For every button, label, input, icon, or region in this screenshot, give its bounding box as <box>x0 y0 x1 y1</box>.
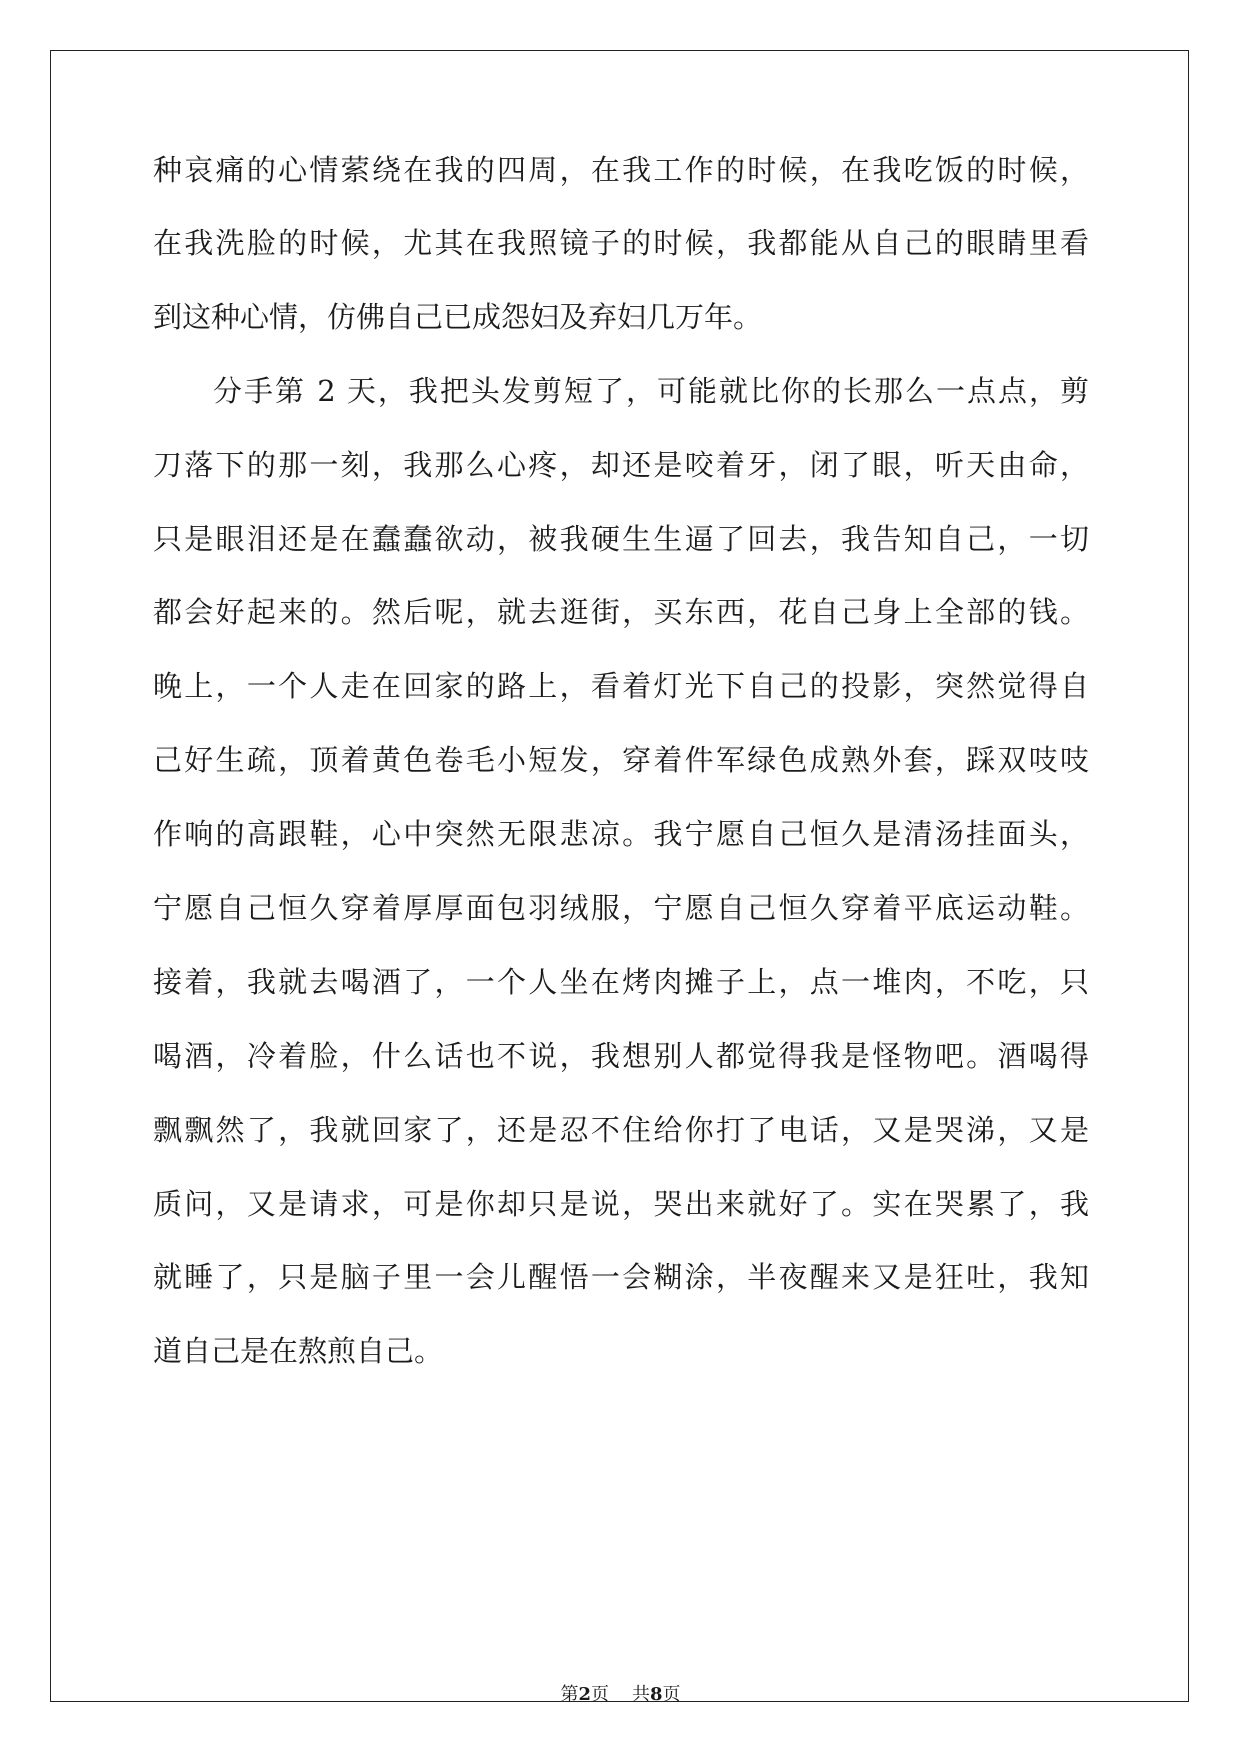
text-line: 飘飘然了，我就回家了，还是忍不住给你打了电话，又是哭涕，又是 <box>153 1113 1089 1147</box>
paragraph-start-line: 分手第 2 天，我把头发剪短了，可能就比你的长那么一点点，剪 <box>213 374 1089 408</box>
page-footer <box>0 1680 1241 1706</box>
text-line: 质问，又是请求，可是你却只是说，哭出来就好了。实在哭累了，我 <box>153 1187 1089 1221</box>
total-pages-number: 8 <box>649 1684 663 1705</box>
text-line: 到这种心情，仿佛自己已成怨妇及弃妇几万年。 <box>153 300 763 334</box>
text-line: 宁愿自己恒久穿着厚厚面包羽绒服，宁愿自己恒久穿着平底运动鞋。 <box>153 891 1089 925</box>
text-line: 在我洗脸的时候，尤其在我照镜子的时候，我都能从自己的眼睛里看 <box>153 226 1089 260</box>
text-line: 己好生疏，顶着黄色卷毛小短发，穿着件军绿色成熟外套，踩双吱吱 <box>153 743 1089 777</box>
footer-page-suffix: 页 <box>591 1684 610 1705</box>
footer-prefix: 第 <box>560 1684 579 1705</box>
text-line: 作响的高跟鞋，心中突然无限悲凉。我宁愿自己恒久是清汤挂面头， <box>153 817 1089 851</box>
text-line: 接着，我就去喝酒了，一个人坐在烤肉摊子上，点一堆肉，不吃，只 <box>153 965 1089 999</box>
footer-total-prefix: 共 <box>631 1684 650 1705</box>
current-page-number: 2 <box>578 1684 592 1705</box>
text-line: 刀落下的那一刻，我那么心疼，却还是咬着牙，闭了眼，听天由命， <box>153 448 1089 482</box>
text-line: 就睡了，只是脑子里一会儿醒悟一会糊涂，半夜醒来又是狂吐，我知 <box>153 1260 1089 1294</box>
text-line: 种哀痛的心情萦绕在我的四周，在我工作的时候，在我吃饭的时候， <box>153 153 1089 187</box>
text-line: 晚上，一个人走在回家的路上，看着灯光下自己的投影，突然觉得自 <box>153 669 1089 703</box>
footer-total-suffix: 页 <box>662 1684 681 1705</box>
text-line: 喝酒，冷着脸，什么话也不说，我想别人都觉得我是怪物吧。酒喝得 <box>153 1039 1089 1073</box>
text-line: 都会好起来的。然后呢，就去逛街，买东西，花自己身上全部的钱。 <box>153 595 1089 629</box>
text-line: 道自己是在熬煎自己。 <box>153 1334 444 1368</box>
text-line: 只是眼泪还是在蠢蠢欲动，被我硬生生逼了回去，我告知自己，一切 <box>153 522 1089 556</box>
